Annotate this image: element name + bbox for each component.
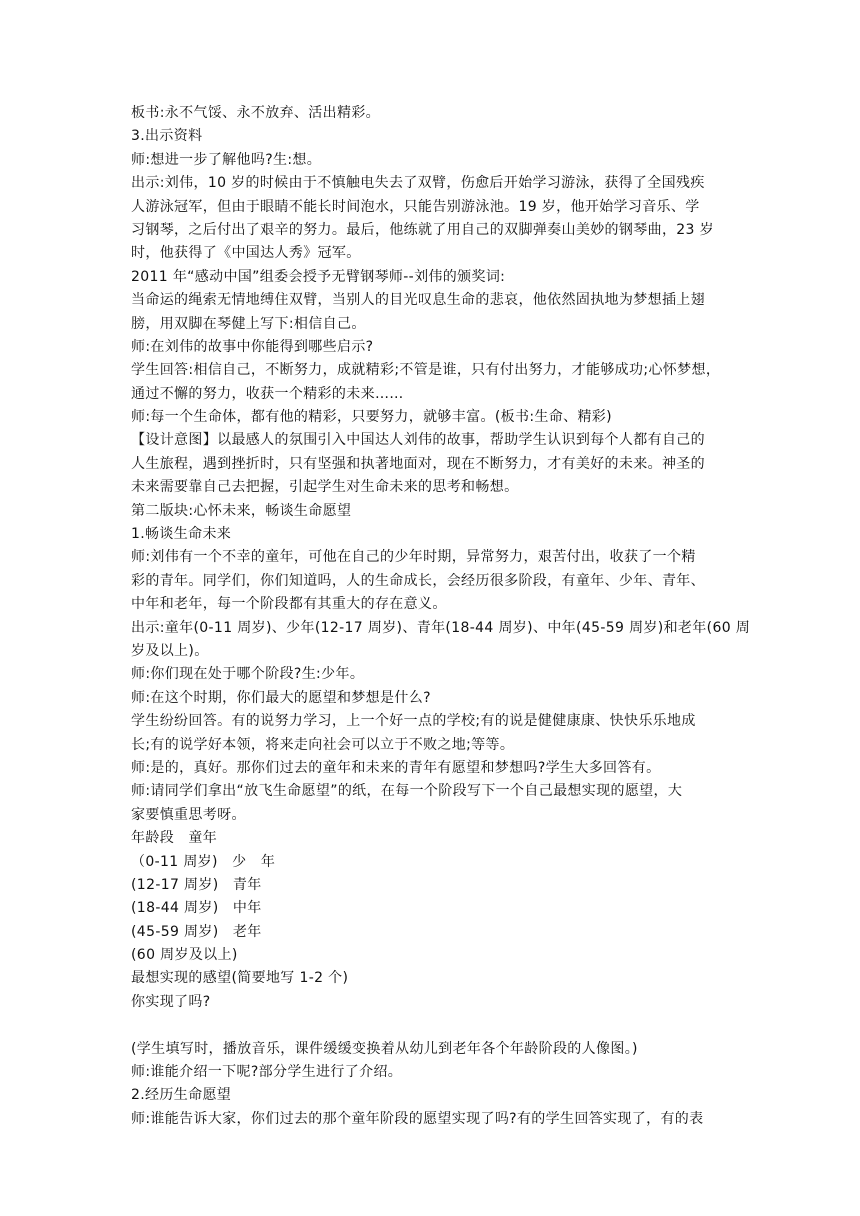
blank-line [131, 1014, 743, 1037]
text-line: 中年和老年，每一个阶段都有其重大的存在意义。 [131, 596, 447, 613]
text-line: 师:谁能告诉大家，你们过去的那个童年阶段的愿望实现了吗?有的学生回答实现了，有的表 [131, 1110, 704, 1127]
text-line: 第二版块:心怀未来，畅谈生命愿望 [131, 502, 352, 519]
text-line: 师:想进一步了解他吗?生:想。 [131, 151, 322, 168]
document-body [131, 102, 751, 1131]
text-line: 1.畅谈生命未来 [131, 526, 232, 543]
text-line: 师:刘伟有一个不幸的童年，可他在自己的少年时期，异常努力，艰苦付出，收获了一个精 [131, 549, 696, 566]
text-line: 人生旅程，遇到挫折时，只有坚强和执著地面对，现在不断努力，才有美好的未来。神圣的 [131, 455, 705, 472]
text-line: (12-17 周岁) 青年 [131, 876, 262, 893]
text-line: 师:谁能介绍一下呢?部分学生进行了介绍。 [131, 1064, 403, 1081]
text-line: 长;有的说学好本领，将来走向社会可以立于不败之地;等等。 [131, 736, 515, 753]
text-line: 师:是的，真好。那你们过去的童年和未来的青年有愿望和梦想吗?学生大多回答有。 [131, 759, 661, 776]
text-line: 师:每一个生命体，都有他的精彩，只要努力，就够丰富。(板书:生命、精彩) [131, 409, 612, 426]
text-line: 通过不懈的努力，收获一个精彩的未来…… [131, 385, 404, 402]
text-line: 时，他获得了《中国达人秀》冠军。 [131, 245, 361, 262]
text-line: 膀，用双脚在琴健上写下:相信自己。 [131, 315, 366, 332]
text-line: 3.出示资料 [131, 128, 203, 145]
text-line: (学生填写时，播放音乐，课件缓缓变换着从幼儿到老年各个年龄阶段的人像图。) [131, 1040, 638, 1057]
text-line: 家要慎重思考呀。 [131, 806, 246, 823]
text-line: 年龄段 童年 [131, 830, 218, 847]
text-line: 人游泳冠军，但由于眼睛不能长时间泡水，只能告别游泳池。19 岁，他开始学习音乐、学 [131, 198, 700, 215]
text-line: 板书:永不气馁、永不放弃、活出精彩。 [131, 105, 381, 121]
text-line: (18-44 周岁) 中年 [131, 900, 262, 917]
text-line: 2011 年“感动中国”组委会授予无臂钢琴师--刘伟的颁奖词: [131, 268, 506, 285]
text-line: 当命运的绳索无情地缚住双臂，当别人的目光叹息生命的悲哀，他依然固执地为梦想插上翅 [131, 292, 705, 309]
text-line: 习钢琴，之后付出了艰辛的努力。最后，他练就了用自己的双脚弹奏山美妙的钢琴曲，23 岁 [131, 221, 714, 238]
text-line: 你实现了吗? [131, 993, 211, 1010]
text-line: 师:在这个时期，你们最大的愿望和梦想是什么? [131, 689, 431, 706]
text-line: 师:在刘伟的故事中你能得到哪些启示? [131, 338, 374, 355]
text-line: (45-59 周岁) 老年 [131, 923, 262, 940]
text-line: 师:你们现在处于哪个阶段?生:少年。 [131, 666, 365, 683]
text-line: 未来需要靠自己去把握，引起学生对生命未来的思考和畅想。 [131, 479, 519, 496]
text-line: 出示:刘伟，10 岁的时候由于不慎触电失去了双臂，伤愈后开始学习游泳，获得了全国残疾 [131, 175, 705, 192]
text-line: 学生纷纷回答。有的说努力学习，上一个好一点的学校;有的说是健健康康、快快乐乐地成 [131, 713, 696, 730]
text-line: （0-11 周岁) 少 年 [131, 853, 276, 870]
text-line: 学生回答:相信自己，不断努力，成就精彩;不管是谁，只有付出努力，才能够成功;心怀梦想， [131, 362, 721, 379]
text-line: 出示:童年(0-11 周岁)、少年(12-17 周岁)、青年(18-44 周岁)、中年(45-59 周岁)和老年(60 周 [131, 619, 751, 636]
text-line: 师:请同学们拿出“放飞生命愿望”的纸，在每一个阶段写下一个自己最想实现的愿望，大 [131, 783, 683, 800]
text-line: 岁及以上)。 [131, 642, 209, 659]
text-line: 最想实现的感望(简要地写 1-2 个) [131, 970, 349, 987]
text-line: 彩的青年。同学们，你们知道吗，人的生命成长，会经历很多阶段，有童年、少年、青年、 [131, 572, 705, 589]
text-line: (60 周岁及以上) [131, 947, 238, 964]
text-line: 【设计意图】以最感人的氛围引入中国达人刘伟的故事，帮助学生认识到每个人都有自己的 [131, 432, 705, 449]
text-line: 2.经历生命愿望 [131, 1087, 232, 1104]
